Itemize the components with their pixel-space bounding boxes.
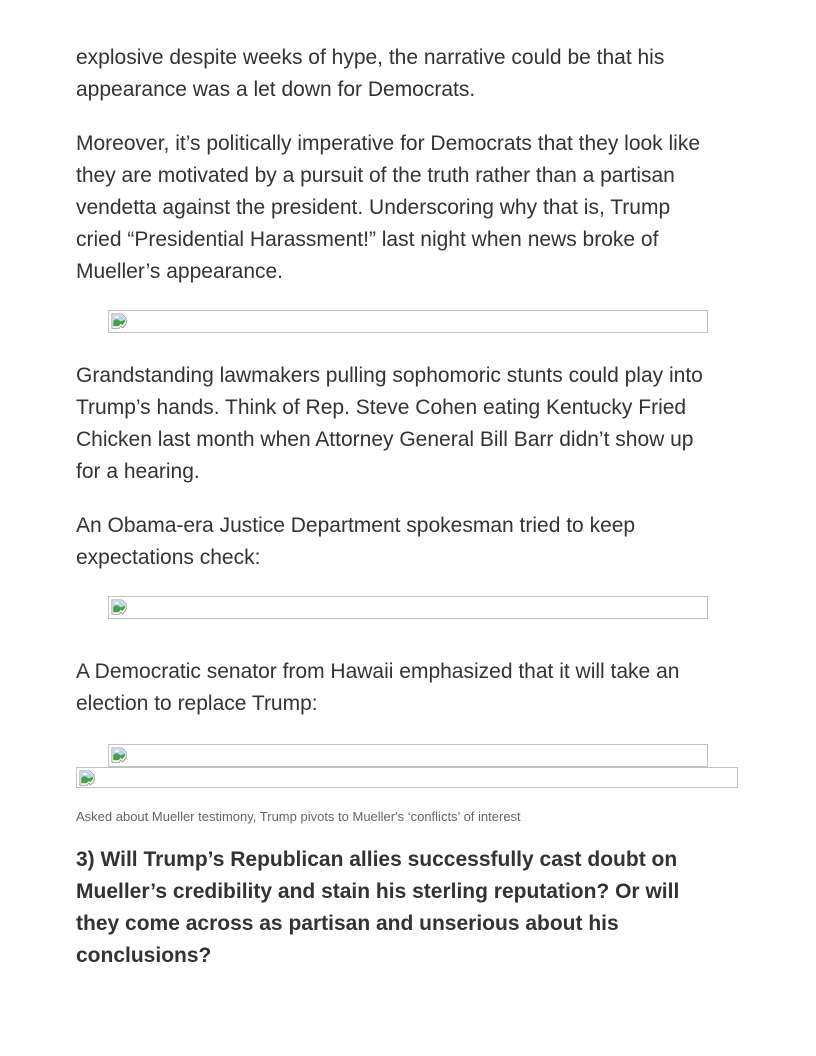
paragraph-hawaii-senator: A Democratic senator from Hawaii emphasized that it will take an election to replace Trump: — [76, 660, 680, 715]
broken-image-icon — [79, 770, 96, 787]
paragraph-obama-era-spokesman: An Obama-era Justice Department spokesman tried to keep expectations check: — [76, 514, 636, 569]
paragraph-appearance-letdown: explosive despite weeks of hype, the narrative could be that his appearance was a let down for Democrats. — [76, 46, 665, 101]
embedded-tweet-placeholder-2 — [108, 596, 708, 619]
broken-image-icon — [111, 313, 128, 330]
video-caption: Asked about Mueller testimony, Trump pivots to Mueller's ‘conflicts’ of interest — [76, 809, 521, 824]
broken-image-icon — [111, 747, 128, 764]
embedded-tweet-placeholder-3 — [108, 744, 708, 767]
broken-image-icon — [111, 599, 128, 616]
embedded-tweet-placeholder-1 — [108, 310, 708, 333]
paragraph-grandstanding: Grandstanding lawmakers pulling sophomoric stunts could play into Trump’s hands. Think of Rep. Steve Cohen eating Kentucky Fried Chicken last month when Attorney General Bill Barr didn’t show up for a hearing. — [76, 364, 703, 483]
section-heading-question-3: 3) Will Trump’s Republican allies successfully cast doubt on Mueller’s credibility and stain his sterling reputation? Or will they come across as partisan and unserious about his conclusions? — [76, 848, 680, 967]
embedded-video-placeholder — [76, 767, 738, 788]
paragraph-politically-imperative: Moreover, it’s politically imperative for Democrats that they look like they are motivated by a pursuit of the truth rather than a partisan vendetta against the president. Underscoring why that is, Trump cried “Presidential Harassment!” last night when news broke of Mueller’s appearance. — [76, 132, 701, 283]
